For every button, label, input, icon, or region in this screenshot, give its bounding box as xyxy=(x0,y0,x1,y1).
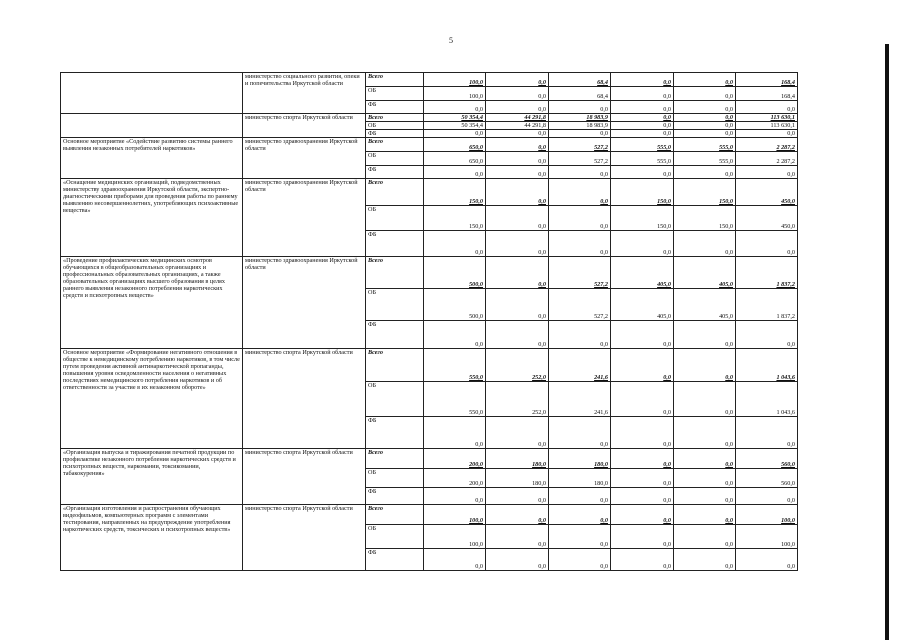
funding-source-cell: Всего xyxy=(366,138,424,152)
funding-source-cell: ОБ xyxy=(366,382,424,417)
amount-cell: 100,0 xyxy=(736,525,798,549)
funding-source-cell: ОБ xyxy=(366,87,424,101)
amount-cell: 0,0 xyxy=(486,206,549,231)
amount-cell: 0,0 xyxy=(549,101,611,114)
amount-cell: 18 983,9 xyxy=(549,122,611,130)
amount-cell: 44 291,8 xyxy=(486,122,549,130)
amount-cell: 0,0 xyxy=(674,321,736,349)
amount-cell: 650,0 xyxy=(424,138,486,152)
activity-name-cell: «Оснащение медицинских организаций, подведомственных министерству здравоохранения Иркутской области, экспертно-диагностическими приборами для проведения работы по раннему выявлению несовершеннолетних, употребляющих психоактивные вещества» xyxy=(61,179,243,257)
amount-cell: 0,0 xyxy=(611,449,674,469)
table-body xyxy=(61,73,798,571)
amount-cell: 0,0 xyxy=(736,166,798,179)
amount-cell: 0,0 xyxy=(424,549,486,571)
table-row xyxy=(61,138,798,152)
amount-cell: 100,0 xyxy=(424,73,486,87)
activity-name-cell: «Организация изготовления и распространения обучающих видеофильмов, компьютерных программ с элементами тестирования, направленных на предупреждение употребления наркотических средств, токсических и психотропных веществ» xyxy=(61,505,243,571)
amount-cell: 68,4 xyxy=(549,87,611,101)
amount-cell: 500,0 xyxy=(424,289,486,321)
amount-cell: 150,0 xyxy=(424,206,486,231)
amount-cell: 44 291,8 xyxy=(486,114,549,122)
funding-source-cell: ОБ xyxy=(366,122,424,130)
amount-cell: 0,0 xyxy=(486,101,549,114)
amount-cell: 113 630,1 xyxy=(736,114,798,122)
amount-cell: 0,0 xyxy=(549,166,611,179)
amount-cell: 180,0 xyxy=(549,449,611,469)
amount-cell: 0,0 xyxy=(674,101,736,114)
amount-cell: 0,0 xyxy=(486,152,549,166)
funding-source-cell: ФБ xyxy=(366,166,424,179)
funding-source-cell: Всего xyxy=(366,114,424,122)
executor-cell: министерство здравоохранения Иркутской области xyxy=(243,257,366,349)
amount-cell: 0,0 xyxy=(674,549,736,571)
amount-cell: 560,0 xyxy=(736,469,798,488)
amount-cell: 0,0 xyxy=(674,449,736,469)
amount-cell: 150,0 xyxy=(674,179,736,206)
amount-cell: 527,2 xyxy=(549,289,611,321)
funding-source-cell: ОБ xyxy=(366,289,424,321)
amount-cell: 555,0 xyxy=(611,138,674,152)
amount-cell: 0,0 xyxy=(424,166,486,179)
amount-cell: 555,0 xyxy=(611,152,674,166)
amount-cell: 0,0 xyxy=(486,130,549,138)
amount-cell: 0,0 xyxy=(674,525,736,549)
amount-cell: 0,0 xyxy=(486,231,549,257)
amount-cell: 0,0 xyxy=(486,73,549,87)
budget-table xyxy=(60,72,798,571)
amount-cell: 2 287,2 xyxy=(736,138,798,152)
amount-cell: 0,0 xyxy=(611,73,674,87)
amount-cell: 0,0 xyxy=(611,231,674,257)
amount-cell: 0,0 xyxy=(424,101,486,114)
funding-source-cell: ФБ xyxy=(366,101,424,114)
funding-source-cell: Всего xyxy=(366,73,424,87)
amount-cell: 100,0 xyxy=(424,505,486,525)
executor-cell: министерство спорта Иркутской области xyxy=(243,114,366,138)
activity-name-cell xyxy=(61,73,243,114)
activity-name-cell: «Проведение профилактических медицинских осмотров обучающихся в общеобразовательных организациях и профессиональных образовательных организациях, а также образовательных организациях высшего образования в целях раннего выявления незаконного потребления наркотических средств и психотропных веществ» xyxy=(61,257,243,349)
funding-source-cell: ФБ xyxy=(366,488,424,505)
executor-cell: министерство социального развития, опеки и попечительства Иркутской области xyxy=(243,73,366,114)
amount-cell: 0,0 xyxy=(549,231,611,257)
amount-cell: 0,0 xyxy=(611,349,674,382)
amount-cell: 0,0 xyxy=(674,488,736,505)
activity-name-cell: Основное мероприятие «Формирование негативного отношения в обществе к немедицинскому потреблению наркотиков, в том числе путем проведения активной антинаркотической пропаганды, повышения уровня осведомленности населения о негативных последствиях немедицинского потребления наркотиков и об ответственности за участие в их незаконном обороте» xyxy=(61,349,243,449)
amount-cell: 241,6 xyxy=(549,382,611,417)
amount-cell: 168,4 xyxy=(736,87,798,101)
amount-cell: 0,0 xyxy=(549,505,611,525)
amount-cell: 0,0 xyxy=(486,549,549,571)
amount-cell: 252,0 xyxy=(486,349,549,382)
funding-source-cell: Всего xyxy=(366,349,424,382)
amount-cell: 0,0 xyxy=(549,525,611,549)
amount-cell: 0,0 xyxy=(736,549,798,571)
amount-cell: 0,0 xyxy=(736,417,798,449)
amount-cell: 0,0 xyxy=(611,525,674,549)
table-row xyxy=(61,449,798,469)
amount-cell: 0,0 xyxy=(486,166,549,179)
table-row xyxy=(61,179,798,206)
amount-cell: 0,0 xyxy=(424,488,486,505)
amount-cell: 0,0 xyxy=(549,206,611,231)
amount-cell: 100,0 xyxy=(424,525,486,549)
amount-cell: 200,0 xyxy=(424,449,486,469)
amount-cell: 0,0 xyxy=(486,138,549,152)
amount-cell: 180,0 xyxy=(549,469,611,488)
executor-cell: министерство спорта Иркутской области xyxy=(243,349,366,449)
amount-cell: 550,0 xyxy=(424,382,486,417)
amount-cell: 405,0 xyxy=(611,289,674,321)
amount-cell: 0,0 xyxy=(674,122,736,130)
amount-cell: 0,0 xyxy=(674,73,736,87)
amount-cell: 18 983,9 xyxy=(549,114,611,122)
amount-cell: 405,0 xyxy=(611,257,674,289)
amount-cell: 0,0 xyxy=(486,417,549,449)
amount-cell: 405,0 xyxy=(674,257,736,289)
amount-cell: 0,0 xyxy=(486,488,549,505)
amount-cell: 0,0 xyxy=(736,321,798,349)
funding-source-cell: ФБ xyxy=(366,130,424,138)
funding-source-cell: ФБ xyxy=(366,417,424,449)
amount-cell: 1 837,2 xyxy=(736,257,798,289)
amount-cell: 200,0 xyxy=(424,469,486,488)
amount-cell: 650,0 xyxy=(424,152,486,166)
amount-cell: 0,0 xyxy=(611,505,674,525)
amount-cell: 0,0 xyxy=(611,87,674,101)
amount-cell: 50 354,4 xyxy=(424,122,486,130)
funding-source-cell: ОБ xyxy=(366,152,424,166)
funding-source-cell: Всего xyxy=(366,505,424,525)
amount-cell: 527,2 xyxy=(549,138,611,152)
funding-source-cell: ФБ xyxy=(366,321,424,349)
amount-cell: 1 837,2 xyxy=(736,289,798,321)
funding-source-cell: ФБ xyxy=(366,231,424,257)
amount-cell: 0,0 xyxy=(486,321,549,349)
amount-cell: 50 354,4 xyxy=(424,114,486,122)
amount-cell: 168,4 xyxy=(736,73,798,87)
amount-cell: 0,0 xyxy=(674,166,736,179)
amount-cell: 527,2 xyxy=(549,152,611,166)
amount-cell: 0,0 xyxy=(486,525,549,549)
amount-cell: 0,0 xyxy=(549,130,611,138)
funding-source-cell: ОБ xyxy=(366,206,424,231)
amount-cell: 0,0 xyxy=(674,505,736,525)
amount-cell: 0,0 xyxy=(611,101,674,114)
executor-cell: министерство здравоохранения Иркутской области xyxy=(243,138,366,179)
amount-cell: 0,0 xyxy=(736,101,798,114)
amount-cell: 150,0 xyxy=(611,206,674,231)
table-row xyxy=(61,257,798,289)
funding-source-cell: Всего xyxy=(366,449,424,469)
amount-cell: 0,0 xyxy=(611,130,674,138)
amount-cell: 0,0 xyxy=(424,231,486,257)
amount-cell: 0,0 xyxy=(611,488,674,505)
amount-cell: 0,0 xyxy=(424,417,486,449)
amount-cell: 0,0 xyxy=(486,505,549,525)
amount-cell: 550,0 xyxy=(424,349,486,382)
funding-source-cell: Всего xyxy=(366,257,424,289)
amount-cell: 0,0 xyxy=(486,289,549,321)
funding-source-cell: ОБ xyxy=(366,525,424,549)
amount-cell: 150,0 xyxy=(611,179,674,206)
amount-cell: 2 287,2 xyxy=(736,152,798,166)
amount-cell: 1 043,6 xyxy=(736,349,798,382)
amount-cell: 0,0 xyxy=(611,166,674,179)
executor-cell: министерство спорта Иркутской области xyxy=(243,449,366,505)
amount-cell: 0,0 xyxy=(611,321,674,349)
amount-cell: 0,0 xyxy=(674,349,736,382)
table-row xyxy=(61,73,798,87)
amount-cell: 0,0 xyxy=(736,488,798,505)
amount-cell: 0,0 xyxy=(674,87,736,101)
amount-cell: 68,4 xyxy=(549,73,611,87)
amount-cell: 500,0 xyxy=(424,257,486,289)
table-row xyxy=(61,114,798,122)
amount-cell: 0,0 xyxy=(549,179,611,206)
amount-cell: 0,0 xyxy=(674,130,736,138)
amount-cell: 100,0 xyxy=(736,505,798,525)
amount-cell: 0,0 xyxy=(424,130,486,138)
amount-cell: 0,0 xyxy=(611,122,674,130)
amount-cell: 527,2 xyxy=(549,257,611,289)
amount-cell: 180,0 xyxy=(486,449,549,469)
activity-name-cell: Основное мероприятие «Содействие развитию системы раннего выявления незаконных потребителей наркотиков» xyxy=(61,138,243,179)
amount-cell: 0,0 xyxy=(549,417,611,449)
amount-cell: 555,0 xyxy=(674,152,736,166)
table-row xyxy=(61,505,798,525)
amount-cell: 100,0 xyxy=(424,87,486,101)
amount-cell: 0,0 xyxy=(424,321,486,349)
activity-name-cell: «Организация выпуска и тиражирования печатной продукции по профилактике незаконного потребления наркотических средств и психотропных веществ, наркомании, токсикомании, табакокурения» xyxy=(61,449,243,505)
funding-source-cell: ФБ xyxy=(366,549,424,571)
amount-cell: 555,0 xyxy=(674,138,736,152)
funding-source-cell: ОБ xyxy=(366,469,424,488)
amount-cell: 1 043,6 xyxy=(736,382,798,417)
activity-name-cell xyxy=(61,114,243,138)
amount-cell: 0,0 xyxy=(549,321,611,349)
amount-cell: 252,0 xyxy=(486,382,549,417)
amount-cell: 560,0 xyxy=(736,449,798,469)
amount-cell: 0,0 xyxy=(486,179,549,206)
executor-cell: министерство здравоохранения Иркутской области xyxy=(243,179,366,257)
amount-cell: 0,0 xyxy=(736,130,798,138)
amount-cell: 450,0 xyxy=(736,206,798,231)
amount-cell: 113 630,1 xyxy=(736,122,798,130)
amount-cell: 0,0 xyxy=(549,549,611,571)
amount-cell: 150,0 xyxy=(424,179,486,206)
amount-cell: 0,0 xyxy=(674,417,736,449)
amount-cell: 0,0 xyxy=(674,382,736,417)
amount-cell: 0,0 xyxy=(611,114,674,122)
amount-cell: 450,0 xyxy=(736,179,798,206)
amount-cell: 180,0 xyxy=(486,469,549,488)
scan-edge-bar xyxy=(885,44,889,640)
amount-cell: 0,0 xyxy=(549,488,611,505)
funding-source-cell: Всего xyxy=(366,179,424,206)
amount-cell: 405,0 xyxy=(674,289,736,321)
amount-cell: 0,0 xyxy=(611,549,674,571)
executor-cell: министерство спорта Иркутской области xyxy=(243,505,366,571)
amount-cell: 241,6 xyxy=(549,349,611,382)
page-number: 5 xyxy=(449,36,453,45)
amount-cell: 150,0 xyxy=(674,206,736,231)
amount-cell: 0,0 xyxy=(674,114,736,122)
amount-cell: 0,0 xyxy=(486,257,549,289)
amount-cell: 0,0 xyxy=(611,417,674,449)
amount-cell: 0,0 xyxy=(611,469,674,488)
amount-cell: 0,0 xyxy=(611,382,674,417)
amount-cell: 0,0 xyxy=(674,469,736,488)
amount-cell: 0,0 xyxy=(674,231,736,257)
amount-cell: 0,0 xyxy=(736,231,798,257)
amount-cell: 0,0 xyxy=(486,87,549,101)
table-row xyxy=(61,349,798,382)
